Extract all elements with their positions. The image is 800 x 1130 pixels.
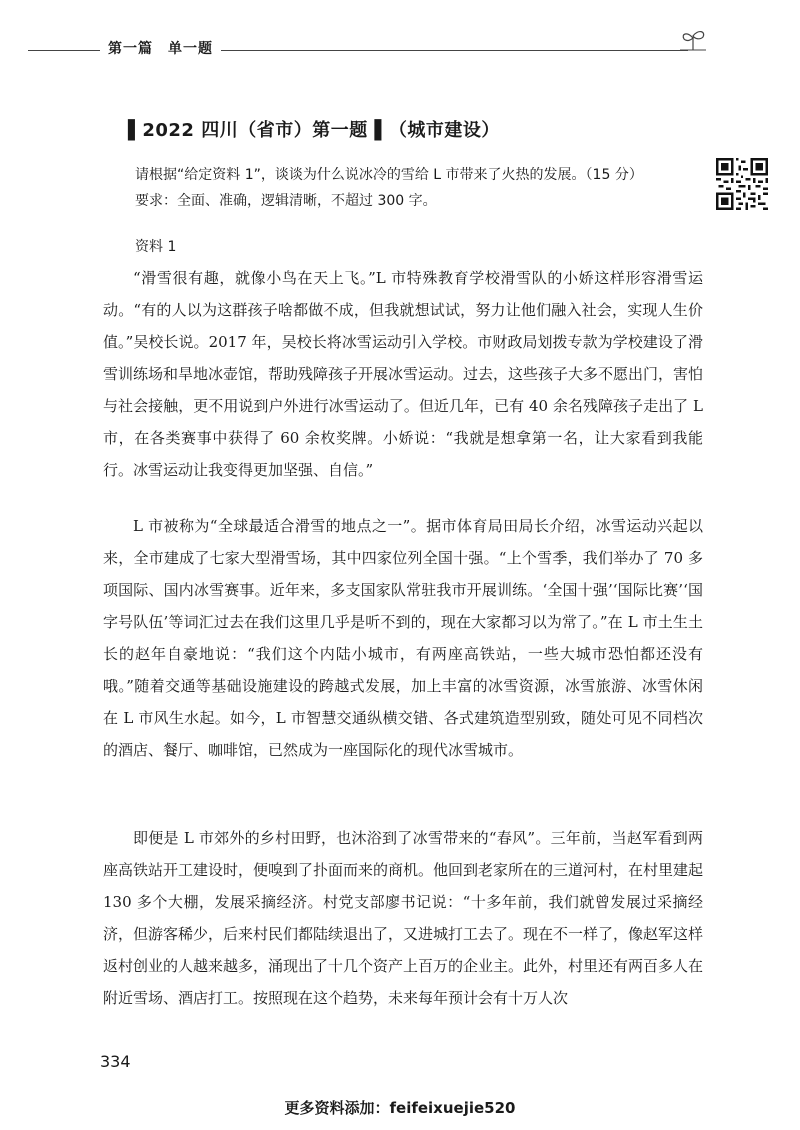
material-paragraph-1: “滑雪很有趣，就像小鸟在天上飞。”L 市特殊教育学校滑雪队的小娇这样形容滑雪运动。“有的人以为这群孩子啥都做不成，但我就想试试，努力让他们融入社会，实现人生价值。”吴校长说。2017 年，吴校长将冰雪运动引入学校。市财政局划拨专款为学校建设了滑雪训练场和旱地冰壶馆，帮助残障孩子开展冰雪运动。过去，这些孩子大多不愿出门，害怕与社会接触，更不用说到户外进行冰雪运动了。但近几年，已有 40 余名残障孩子走出了 L 市，在各类赛事中获得了 60 余枚奖牌。小娇说：“我就是想拿第一名，让大家看到我能行。冰雪运动让我变得更加坚强、自信。” bbox=[103, 269, 704, 479]
sprout-icon bbox=[676, 28, 710, 56]
page-number: 334 bbox=[100, 1052, 131, 1071]
footer-note: 更多资料添加：feifeixuejie520 bbox=[284, 1099, 516, 1117]
material-paragraph-2: L 市被称为“全球最适合滑雪的地点之一”。据市体育局田局长介绍，冰雪运动兴起以来，全市建成了七家大型滑雪场，其中四家位列全国十强。“上个雪季，我们举办了 70 多项国际、国内冰雪赛事。近年来，多支国家队常驻我市开展训练。‘全国十强’‘国际比赛’‘国字号队伍’等词汇过去在我们这里几乎是听不到的，现在大家都习以为常了。”在 L 市土生土长的赵年自豪地说：“我们这个内陆小城市，有两座高铁站，一些大城市恐怕都还没有哦。”随着交通等基础设施建设的跨越式发展，加上丰富的冰雪资源，冰雪旅游、冰雪休闲在 L 市风生水起。如今，L 市智慧交通纵横交错、各式建筑造型别致，随处可见不同档次的酒店、餐厅、咖啡馆，已然成为一座国际化的现代冰雪城市。 bbox=[103, 517, 703, 759]
question-block bbox=[135, 162, 695, 214]
question-requirement: 要求：全面、准确，逻辑清晰，不超过 300 字。 bbox=[135, 193, 437, 209]
chapter-header: 第一篇 单一题 bbox=[100, 38, 221, 58]
material-label: 资料 1 bbox=[135, 239, 177, 255]
question-prompt: 请根据“给定资料 1”，谈谈为什么说冰冷的雪给 L 市带来了火热的发展。（15 分） bbox=[135, 167, 643, 183]
section-title: ▌2022 四川（省市）第一题 ▌（城市建设） bbox=[128, 120, 500, 141]
qr-code-icon[interactable] bbox=[716, 158, 768, 210]
material-paragraph-3: 即便是 L 市郊外的乡村田野，也沐浴到了冰雪带来的“春风”。三年前，当赵军看到两座高铁站开工建设时，便嗅到了扑面而来的商机。他回到老家所在的三道河村，在村里建起 130 多个大棚，发展采摘经济。村党支部廖书记说：“十多年前，我们就曾发展过采摘经济，但游客稀少，后来村民们都陆续退出了，又进城打工去了。现在不一样了，像赵军这样返村创业的人越来越多，涌现出了十几个资产上百万的企业主。此外，村里还有两百多人在附近雪场、酒店打工。按照现在这个趋势，未来每年预计会有十万人次 bbox=[103, 829, 704, 1007]
